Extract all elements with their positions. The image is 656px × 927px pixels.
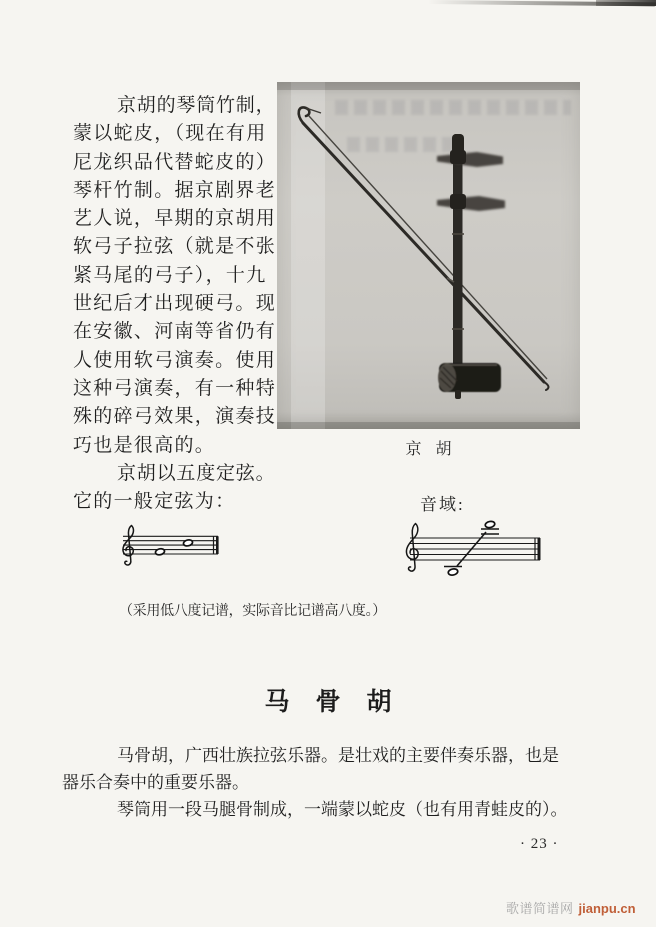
photo-caption: 京胡 — [405, 441, 466, 458]
text-line: 软弓子拉弦（就是不张 — [73, 236, 277, 258]
jinghu-instrument-drawing — [277, 82, 580, 429]
text-line: 尼龙织品代替蛇皮的） — [73, 151, 277, 173]
tuning-staff-notation — [113, 517, 225, 577]
section-heading-maguhu: 马骨胡 — [264, 689, 418, 716]
text-line: 紧马尾的弓子），十九 — [73, 264, 267, 286]
jinghu-photo — [277, 82, 580, 429]
watermark-site-url: jianpu.cn — [578, 901, 636, 916]
text-line: 巧也是很高的。 — [73, 434, 216, 456]
text-line: 蒙以蛇皮，（现在有用 — [73, 123, 267, 145]
text-line: 这种弓演奏，有一种特 — [73, 377, 277, 399]
watermark-site-name: 歌谱简谱网 — [506, 901, 574, 916]
jinghu-text-column — [73, 92, 281, 516]
text-line: 人使用软弓演奏。使用 — [73, 349, 277, 371]
watermark — [506, 898, 636, 917]
text-line: 器乐合奏中的重要乐器。 — [62, 773, 249, 792]
text-line: 世纪后才出现硬弓。现 — [73, 293, 277, 315]
text-line: 琴筒用一段马腿骨制成，一端蒙以蛇皮（也有用青蛙皮的）。 — [117, 800, 568, 819]
text-line: 马骨胡，广西壮族拉弦乐器。是壮戏的主要伴奏乐器，也是 — [117, 746, 559, 765]
text-line: 琴杆竹制。据京剧界老 — [73, 179, 277, 201]
maguhu-paragraphs — [62, 742, 582, 823]
text-line: 殊的碎弓效果，演奏技 — [73, 406, 277, 428]
text-line: 京胡以五度定弦。 — [117, 462, 276, 484]
treble-clef-icon — [406, 524, 418, 572]
range-label: 音域: — [420, 495, 465, 514]
text-line: 在安徽、河南等省仍有 — [73, 321, 277, 343]
text-line: 京胡的琴筒竹制， — [117, 95, 276, 116]
range-staff-notation — [398, 513, 548, 581]
octave-remark: （采用低八度记谱，实际音比记谱高八度。） — [119, 604, 386, 619]
scan-edge-corner — [596, 0, 656, 6]
text-line: 艺人说，早期的京胡用 — [73, 208, 277, 230]
text-line: 它的一般定弦为： — [73, 491, 236, 513]
page-number: · 23 · — [520, 836, 559, 852]
